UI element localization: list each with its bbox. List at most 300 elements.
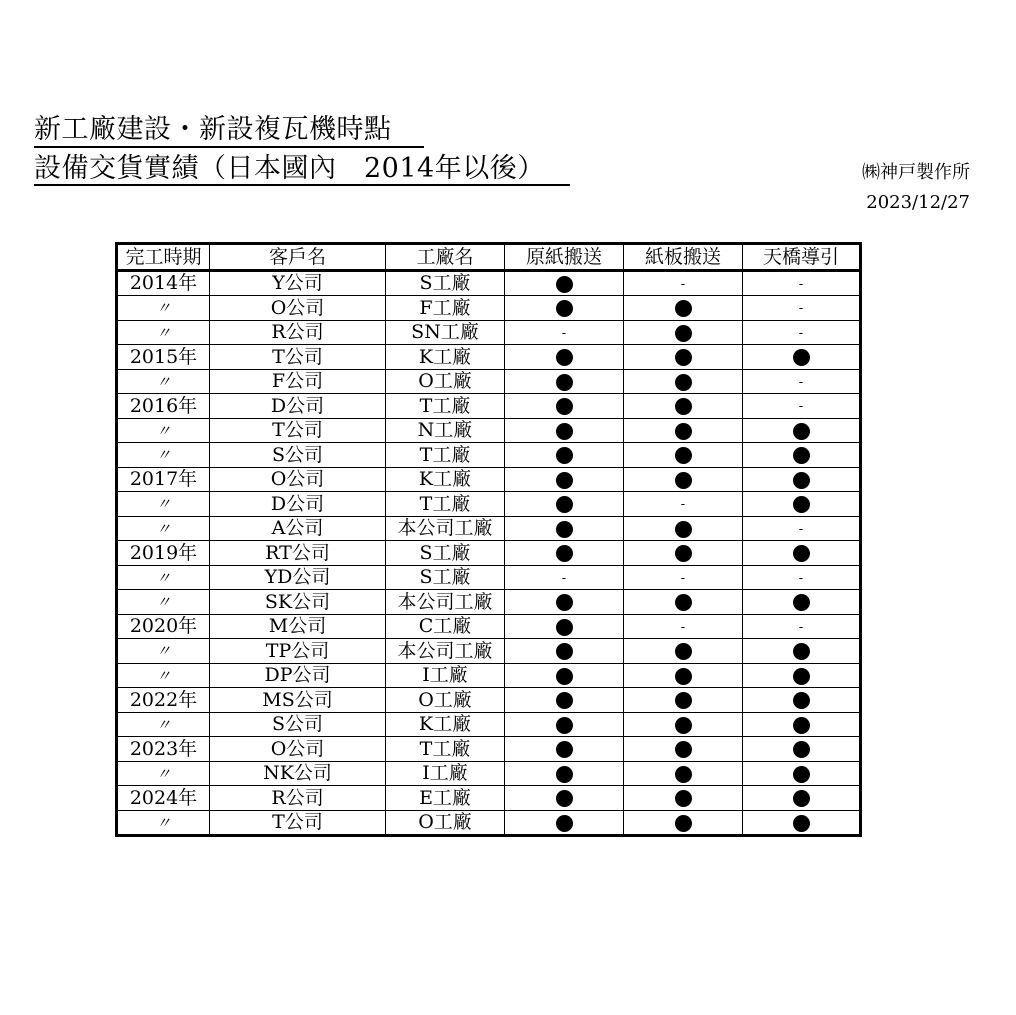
- dash-mark: -: [798, 399, 804, 415]
- table-row: [117, 688, 861, 713]
- filled-circle-icon: [793, 349, 810, 366]
- client-cell: [210, 590, 386, 615]
- client-cell-text: DP公司: [264, 664, 331, 687]
- board-conveying-cell: [624, 541, 743, 566]
- filled-circle-icon: [556, 766, 573, 783]
- roll-conveying-cell: [505, 639, 624, 664]
- client-cell-text: D公司: [270, 492, 325, 515]
- board-conveying-cell: [624, 761, 743, 786]
- dash-mark: -: [798, 521, 804, 537]
- client-cell: [210, 418, 386, 443]
- roll-conveying-cell: [505, 516, 624, 541]
- filled-circle-icon: [675, 423, 692, 440]
- client-cell: [210, 443, 386, 468]
- document-subtitle: 設備交貨實績（日本國內 2014年以後）: [34, 153, 545, 184]
- client-cell: [210, 516, 386, 541]
- factory-cell: [386, 761, 505, 786]
- bridge-guide-cell: [743, 663, 861, 688]
- roll-conveying-cell: [505, 320, 624, 345]
- filled-circle-icon: [793, 668, 810, 685]
- filled-circle-icon: [675, 545, 692, 562]
- roll-conveying-cell: [505, 369, 624, 394]
- client-cell-text: D公司: [270, 394, 325, 417]
- dash-mark: -: [680, 497, 686, 513]
- bridge-guide-cell: [743, 688, 861, 713]
- title-underline: [34, 146, 424, 148]
- filled-circle-icon: [675, 790, 692, 807]
- table-row: [117, 467, 861, 492]
- roll-conveying-cell: [505, 614, 624, 639]
- factory-cell-text: C工廠: [418, 615, 472, 638]
- filled-circle-icon: [556, 643, 573, 660]
- filled-circle-icon: [675, 766, 692, 783]
- table-row: [117, 443, 861, 468]
- client-cell-text: S公司: [271, 713, 324, 736]
- bridge-guide-cell: [743, 467, 861, 492]
- factory-cell-text: I工廠: [422, 762, 468, 785]
- client-cell: [210, 639, 386, 664]
- table-row: [117, 565, 861, 590]
- roll-conveying-cell: [505, 590, 624, 615]
- board-conveying-cell: [624, 810, 743, 836]
- document-title: 新工廠建設・新設複瓦機時點: [34, 114, 392, 145]
- completion-period-cell: [117, 639, 210, 664]
- bridge-guide-cell: [743, 345, 861, 370]
- bridge-guide-cell: [743, 270, 861, 296]
- client-cell: [210, 786, 386, 811]
- factory-cell: [386, 369, 505, 394]
- roll-conveying-cell: [505, 345, 624, 370]
- roll-conveying-cell: [505, 418, 624, 443]
- ditto-mark: 〃: [155, 519, 171, 538]
- client-cell-text: YD公司: [264, 566, 331, 589]
- client-cell: [210, 565, 386, 590]
- completion-period-cell: [117, 369, 210, 394]
- table-row: [117, 614, 861, 639]
- client-cell: [210, 345, 386, 370]
- table-row: [117, 639, 861, 664]
- factory-cell: [386, 786, 505, 811]
- client-cell-text: T公司: [272, 345, 323, 368]
- roll-conveying-cell: [505, 467, 624, 492]
- client-cell: [210, 688, 386, 713]
- filled-circle-icon: [793, 815, 810, 832]
- table-row: [117, 810, 861, 836]
- roll-conveying-cell: [505, 270, 624, 296]
- roll-conveying-cell: [505, 541, 624, 566]
- client-cell-text: R公司: [271, 786, 324, 809]
- bridge-guide-cell: [743, 296, 861, 321]
- bridge-guide-cell: [743, 639, 861, 664]
- board-conveying-cell: [624, 712, 743, 737]
- client-cell-text: TP公司: [265, 639, 330, 662]
- factory-cell-text: S工廠: [419, 272, 471, 295]
- table-row: [117, 516, 861, 541]
- delivery-records-table: [115, 242, 862, 837]
- bridge-guide-cell: [743, 369, 861, 394]
- factory-cell-text: 本公司工廠: [397, 639, 493, 662]
- factory-cell-text: N工廠: [417, 419, 473, 442]
- roll-conveying-cell: [505, 565, 624, 590]
- factory-cell: [386, 639, 505, 664]
- client-cell: [210, 467, 386, 492]
- bridge-guide-cell: [743, 541, 861, 566]
- filled-circle-icon: [793, 447, 810, 464]
- dash-mark: -: [561, 570, 567, 586]
- column-header-completion-period: 完工時期: [117, 244, 210, 271]
- filled-circle-icon: [556, 447, 573, 464]
- ditto-mark: 〃: [155, 715, 171, 734]
- client-cell: [210, 492, 386, 517]
- client-cell-text: Y公司: [272, 272, 323, 295]
- roll-conveying-cell: [505, 810, 624, 836]
- completion-period-cell-text: 2019年: [129, 541, 198, 564]
- table-row: [117, 761, 861, 786]
- factory-cell-text: F工廠: [419, 296, 471, 319]
- filled-circle-icon: [675, 521, 692, 538]
- board-conveying-cell: [624, 565, 743, 590]
- table-row: [117, 712, 861, 737]
- client-cell: [210, 712, 386, 737]
- completion-period-cell: [117, 541, 210, 566]
- factory-cell-text: O工廠: [418, 811, 472, 834]
- factory-cell: [386, 467, 505, 492]
- filled-circle-icon: [556, 668, 573, 685]
- bridge-guide-cell: [743, 394, 861, 419]
- factory-cell-text: O工廠: [418, 688, 472, 711]
- completion-period-cell: [117, 345, 210, 370]
- bridge-guide-cell: [743, 737, 861, 762]
- table-row: [117, 369, 861, 394]
- factory-cell: [386, 296, 505, 321]
- board-conveying-cell: [624, 688, 743, 713]
- filled-circle-icon: [556, 521, 573, 538]
- completion-period-cell: [117, 467, 210, 492]
- filled-circle-icon: [675, 741, 692, 758]
- table-row: [117, 270, 861, 296]
- factory-cell: [386, 663, 505, 688]
- roll-conveying-cell: [505, 296, 624, 321]
- completion-period-cell: [117, 418, 210, 443]
- dash-mark: -: [798, 619, 804, 635]
- table-row: [117, 590, 861, 615]
- client-cell: [210, 394, 386, 419]
- roll-conveying-cell: [505, 737, 624, 762]
- completion-period-cell: [117, 320, 210, 345]
- filled-circle-icon: [556, 717, 573, 734]
- roll-conveying-cell: [505, 688, 624, 713]
- table-row: [117, 394, 861, 419]
- client-cell: [210, 761, 386, 786]
- completion-period-cell: [117, 270, 210, 296]
- completion-period-cell-text: 2015年: [129, 345, 198, 368]
- dash-mark: -: [561, 325, 567, 341]
- board-conveying-cell: [624, 345, 743, 370]
- ditto-mark: 〃: [155, 666, 171, 685]
- factory-cell-text: O工廠: [418, 370, 472, 393]
- factory-cell-text: T工廠: [419, 443, 471, 466]
- roll-conveying-cell: [505, 492, 624, 517]
- filled-circle-icon: [675, 300, 692, 317]
- factory-cell: [386, 590, 505, 615]
- filled-circle-icon: [556, 398, 573, 415]
- filled-circle-icon: [556, 545, 573, 562]
- table-body: [117, 270, 861, 836]
- factory-cell-text: T工廠: [419, 492, 471, 515]
- filled-circle-icon: [556, 374, 573, 391]
- client-cell-text: SK公司: [264, 590, 331, 613]
- board-conveying-cell: [624, 590, 743, 615]
- completion-period-cell: [117, 786, 210, 811]
- ditto-mark: 〃: [155, 299, 171, 318]
- client-cell: [210, 810, 386, 836]
- filled-circle-icon: [793, 545, 810, 562]
- bridge-guide-cell: [743, 590, 861, 615]
- factory-cell: [386, 810, 505, 836]
- factory-cell: [386, 345, 505, 370]
- filled-circle-icon: [675, 447, 692, 464]
- dash-mark: -: [798, 301, 804, 317]
- factory-cell: [386, 418, 505, 443]
- filled-circle-icon: [556, 276, 573, 293]
- completion-period-cell-text: 2023年: [129, 737, 198, 760]
- completion-period-cell-text: 2017年: [129, 468, 198, 491]
- completion-period-cell: [117, 516, 210, 541]
- roll-conveying-cell: [505, 394, 624, 419]
- client-cell-text: RT公司: [265, 541, 330, 564]
- factory-cell: [386, 541, 505, 566]
- bridge-guide-cell: [743, 712, 861, 737]
- factory-cell-text: T工廠: [419, 394, 471, 417]
- dash-mark: -: [798, 325, 804, 341]
- filled-circle-icon: [675, 398, 692, 415]
- board-conveying-cell: [624, 443, 743, 468]
- ditto-mark: 〃: [155, 372, 171, 391]
- filled-circle-icon: [793, 766, 810, 783]
- factory-cell-text: S工廠: [419, 541, 471, 564]
- factory-cell: [386, 688, 505, 713]
- factory-cell: [386, 516, 505, 541]
- table-row: [117, 663, 861, 688]
- board-conveying-cell: [624, 663, 743, 688]
- board-conveying-cell: [624, 270, 743, 296]
- board-conveying-cell: [624, 737, 743, 762]
- filled-circle-icon: [793, 643, 810, 660]
- completion-period-cell: [117, 663, 210, 688]
- column-header-factory: 工廠名: [386, 244, 505, 271]
- factory-cell-text: T工廠: [419, 737, 471, 760]
- client-cell-text: M公司: [268, 615, 327, 638]
- completion-period-cell: [117, 296, 210, 321]
- factory-cell-text: I工廠: [422, 664, 468, 687]
- ditto-mark: 〃: [155, 446, 171, 465]
- filled-circle-icon: [675, 349, 692, 366]
- filled-circle-icon: [675, 717, 692, 734]
- roll-conveying-cell: [505, 712, 624, 737]
- table-row: [117, 492, 861, 517]
- board-conveying-cell: [624, 467, 743, 492]
- factory-cell-text: E工廠: [419, 786, 471, 809]
- ditto-mark: 〃: [155, 495, 171, 514]
- completion-period-cell: [117, 810, 210, 836]
- bridge-guide-cell: [743, 443, 861, 468]
- column-header-client: 客戶名: [210, 244, 386, 271]
- filled-circle-icon: [556, 496, 573, 513]
- column-header-roll-conveying: 原紙搬送: [505, 244, 624, 271]
- filled-circle-icon: [556, 423, 573, 440]
- filled-circle-icon: [556, 619, 573, 636]
- factory-cell-text: K工廠: [418, 345, 472, 368]
- filled-circle-icon: [675, 668, 692, 685]
- board-conveying-cell: [624, 394, 743, 419]
- client-cell-text: O公司: [270, 737, 325, 760]
- roll-conveying-cell: [505, 761, 624, 786]
- client-cell-text: A公司: [271, 517, 324, 540]
- factory-cell: [386, 614, 505, 639]
- filled-circle-icon: [556, 741, 573, 758]
- completion-period-cell: [117, 492, 210, 517]
- client-cell-text: NK公司: [263, 762, 332, 785]
- bridge-guide-cell: [743, 418, 861, 443]
- client-cell: [210, 541, 386, 566]
- filled-circle-icon: [675, 325, 692, 342]
- filled-circle-icon: [675, 643, 692, 660]
- bridge-guide-cell: [743, 565, 861, 590]
- dash-mark: -: [680, 570, 686, 586]
- subtitle-underline: [34, 184, 570, 186]
- board-conveying-cell: [624, 296, 743, 321]
- completion-period-cell: [117, 443, 210, 468]
- filled-circle-icon: [793, 423, 810, 440]
- filled-circle-icon: [793, 472, 810, 489]
- factory-cell: [386, 443, 505, 468]
- client-cell: [210, 369, 386, 394]
- board-conveying-cell: [624, 369, 743, 394]
- factory-cell-text: S工廠: [419, 566, 471, 589]
- factory-cell: [386, 565, 505, 590]
- board-conveying-cell: [624, 320, 743, 345]
- filled-circle-icon: [675, 815, 692, 832]
- bridge-guide-cell: [743, 516, 861, 541]
- filled-circle-icon: [675, 472, 692, 489]
- ditto-mark: 〃: [155, 323, 171, 342]
- factory-cell: [386, 320, 505, 345]
- roll-conveying-cell: [505, 443, 624, 468]
- ditto-mark: 〃: [155, 764, 171, 783]
- bridge-guide-cell: [743, 810, 861, 836]
- board-conveying-cell: [624, 614, 743, 639]
- filled-circle-icon: [556, 790, 573, 807]
- company-name: ㈱神戸製作所: [862, 162, 970, 183]
- completion-period-cell: [117, 688, 210, 713]
- filled-circle-icon: [675, 692, 692, 709]
- completion-period-cell: [117, 614, 210, 639]
- completion-period-cell-text: 2014年: [129, 272, 198, 295]
- client-cell-text: T公司: [272, 419, 323, 442]
- client-cell-text: MS公司: [262, 688, 333, 711]
- factory-cell-text: 本公司工廠: [397, 590, 493, 613]
- factory-cell-text: K工廠: [418, 468, 472, 491]
- filled-circle-icon: [556, 815, 573, 832]
- completion-period-cell: [117, 712, 210, 737]
- dash-mark: -: [798, 570, 804, 586]
- table-row: [117, 737, 861, 762]
- filled-circle-icon: [556, 349, 573, 366]
- factory-cell-text: K工廠: [418, 713, 472, 736]
- document-date: 2023/12/27: [866, 192, 970, 213]
- filled-circle-icon: [793, 717, 810, 734]
- client-cell-text: F公司: [271, 370, 324, 393]
- table-row: [117, 345, 861, 370]
- completion-period-cell-text: 2020年: [129, 615, 198, 638]
- completion-period-cell-text: 2022年: [129, 688, 198, 711]
- client-cell: [210, 296, 386, 321]
- completion-period-cell: [117, 394, 210, 419]
- bridge-guide-cell: [743, 786, 861, 811]
- ditto-mark: 〃: [155, 593, 171, 612]
- client-cell: [210, 320, 386, 345]
- filled-circle-icon: [793, 790, 810, 807]
- factory-cell-text: SN工廠: [411, 321, 479, 344]
- board-conveying-cell: [624, 516, 743, 541]
- filled-circle-icon: [556, 594, 573, 611]
- bridge-guide-cell: [743, 492, 861, 517]
- client-cell-text: O公司: [270, 296, 325, 319]
- client-cell-text: O公司: [270, 468, 325, 491]
- column-header-board-conveying: 紙板搬送: [624, 244, 743, 271]
- filled-circle-icon: [556, 472, 573, 489]
- filled-circle-icon: [556, 300, 573, 317]
- table-row: [117, 541, 861, 566]
- ditto-mark: 〃: [155, 568, 171, 587]
- completion-period-cell: [117, 590, 210, 615]
- factory-cell-text: 本公司工廠: [397, 517, 493, 540]
- completion-period-cell-text: 2024年: [129, 786, 198, 809]
- board-conveying-cell: [624, 492, 743, 517]
- ditto-mark: 〃: [155, 813, 171, 832]
- filled-circle-icon: [556, 692, 573, 709]
- completion-period-cell-text: 2016年: [129, 394, 198, 417]
- factory-cell: [386, 492, 505, 517]
- factory-cell: [386, 712, 505, 737]
- dash-mark: -: [680, 276, 686, 292]
- factory-cell: [386, 270, 505, 296]
- client-cell: [210, 270, 386, 296]
- dash-mark: -: [798, 276, 804, 292]
- completion-period-cell: [117, 761, 210, 786]
- board-conveying-cell: [624, 418, 743, 443]
- completion-period-cell: [117, 565, 210, 590]
- roll-conveying-cell: [505, 663, 624, 688]
- bridge-guide-cell: [743, 614, 861, 639]
- table-row: [117, 296, 861, 321]
- table-row: [117, 418, 861, 443]
- bridge-guide-cell: [743, 320, 861, 345]
- dash-mark: -: [680, 619, 686, 635]
- filled-circle-icon: [675, 374, 692, 391]
- table-row: [117, 320, 861, 345]
- dash-mark: -: [798, 374, 804, 390]
- client-cell: [210, 663, 386, 688]
- client-cell: [210, 614, 386, 639]
- board-conveying-cell: [624, 639, 743, 664]
- board-conveying-cell: [624, 786, 743, 811]
- client-cell-text: S公司: [271, 443, 324, 466]
- completion-period-cell: [117, 737, 210, 762]
- table-header-row: [117, 244, 861, 271]
- client-cell: [210, 737, 386, 762]
- factory-cell: [386, 394, 505, 419]
